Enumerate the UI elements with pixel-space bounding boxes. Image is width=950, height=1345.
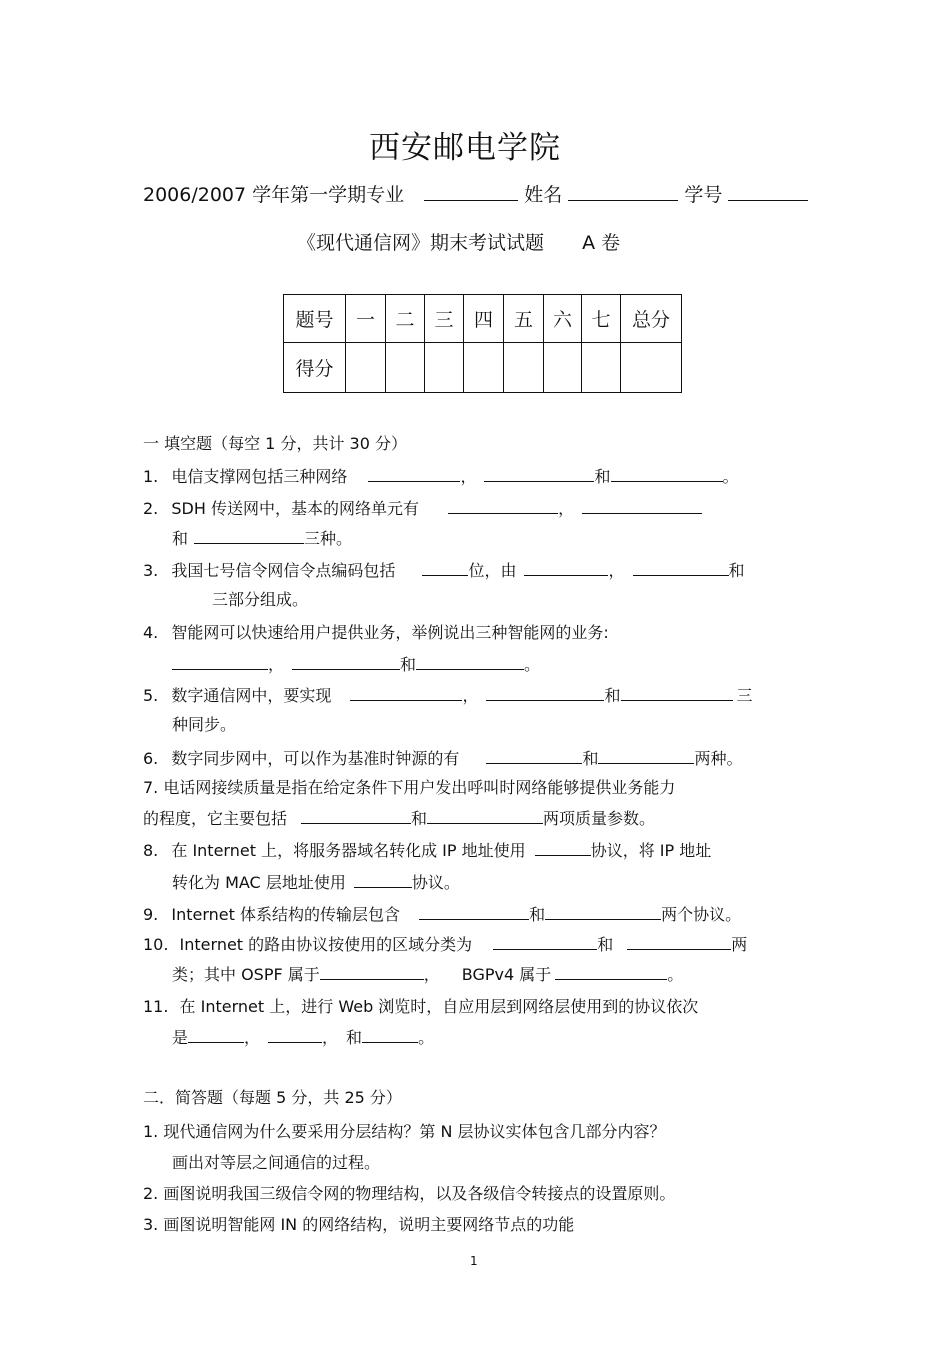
punctuation: ， bbox=[558, 499, 575, 518]
question-7-line2 bbox=[143, 805, 655, 829]
question-10-line2 bbox=[172, 961, 683, 985]
punctuation: 。 bbox=[667, 965, 684, 984]
short-question-1-line2: 画出对等层之间通信的过程。 bbox=[172, 1153, 381, 1172]
question-text: 数字同步网中，可以作为基准时钟源的有 bbox=[171, 749, 460, 768]
answer-blank bbox=[555, 961, 667, 980]
student-id-blank bbox=[728, 182, 808, 201]
question-4-line1 bbox=[143, 620, 609, 643]
score-blank bbox=[346, 343, 386, 393]
punctuation: ， bbox=[268, 655, 285, 674]
score-blank bbox=[504, 343, 544, 393]
answer-blank bbox=[419, 901, 529, 920]
question-number: 8. bbox=[143, 841, 159, 860]
question-8-line1 bbox=[143, 837, 711, 861]
short-question-2: 2. 画图说明我国三级信令网的物理结构，以及各级信令转接点的设置原则。 bbox=[143, 1184, 676, 1203]
answer-blank bbox=[188, 1024, 244, 1043]
question-number: 5. bbox=[143, 686, 159, 705]
question-text: 类；其中 OSPF 属于 bbox=[172, 965, 320, 984]
question-4-line2 bbox=[172, 651, 540, 675]
question-number: 6. bbox=[143, 749, 159, 768]
question-text: 数字通信网中，要实现 bbox=[171, 686, 332, 705]
exam-title: 西安邮电学院 bbox=[369, 130, 561, 166]
question-text: BGPv4 属于 bbox=[461, 965, 552, 984]
punctuation: ， bbox=[460, 467, 477, 486]
answer-blank bbox=[427, 805, 543, 824]
question-5-line2: 种同步。 bbox=[172, 715, 237, 734]
question-text: 两 bbox=[731, 935, 748, 954]
question-text: 三种。 bbox=[304, 529, 353, 548]
name-label: 姓名 bbox=[524, 184, 563, 206]
answer-blank bbox=[292, 651, 400, 670]
connector-text: 和 bbox=[594, 467, 611, 486]
score-row-label: 得分 bbox=[284, 343, 346, 393]
question-text: 三 bbox=[736, 686, 753, 705]
exam-subtitle: 《现代通信网》期末考试试题 bbox=[297, 232, 545, 254]
exam-subtitle-line bbox=[297, 228, 620, 255]
section2-heading: 二．简答题（每题 5 分，共 25 分） bbox=[143, 1088, 402, 1107]
question-text: 的程度，它主要包括 bbox=[143, 809, 288, 828]
answer-blank bbox=[416, 651, 524, 670]
major-blank bbox=[424, 182, 518, 201]
answer-blank bbox=[582, 495, 702, 514]
question-number: 3. bbox=[143, 561, 159, 580]
question-number: 10. bbox=[143, 935, 169, 954]
student-id-label: 学号 bbox=[684, 184, 723, 206]
answer-blank bbox=[486, 745, 582, 764]
answer-blank bbox=[320, 961, 424, 980]
answer-blank bbox=[545, 901, 661, 920]
question-text: 两个协议。 bbox=[661, 905, 742, 924]
question-text: Internet 的路由协议按使用的区域分类为 bbox=[179, 935, 473, 954]
punctuation: ， bbox=[462, 686, 479, 705]
connector-text: 和 bbox=[172, 529, 189, 548]
question-text: SDH 传送网中，基本的网络单元有 bbox=[171, 499, 419, 518]
question-7-line1: 7. 电话网接续质量是指在给定条件下用户发出呼叫时网络能够提供业务能力 bbox=[143, 778, 676, 797]
question-number: 11. bbox=[143, 997, 169, 1016]
answer-blank bbox=[350, 682, 462, 701]
score-blank bbox=[464, 343, 504, 393]
question-9 bbox=[143, 901, 741, 925]
punctuation: 。 bbox=[524, 655, 541, 674]
exam-header-line bbox=[143, 180, 808, 207]
score-table-header-row bbox=[284, 295, 682, 343]
question-number: 9. bbox=[143, 905, 159, 924]
question-11-line2 bbox=[172, 1024, 434, 1048]
question-text: Internet 体系结构的传输层包含 bbox=[171, 905, 400, 924]
score-blank bbox=[425, 343, 464, 393]
question-text: 我国七号信令网信令点编码包括 bbox=[171, 561, 396, 580]
question-2-line1 bbox=[143, 495, 702, 519]
question-text: 位，由 bbox=[468, 561, 517, 580]
answer-blank bbox=[172, 651, 268, 670]
section1-heading: 一 填空题（每空 1 分，共计 30 分） bbox=[143, 434, 407, 453]
answer-blank bbox=[621, 682, 733, 701]
question-text: 智能网可以快速给用户提供业务，举例说出三种智能网的业务: bbox=[171, 623, 609, 642]
answer-blank bbox=[627, 931, 731, 950]
answer-blank bbox=[422, 557, 468, 576]
score-cell-q5: 五 bbox=[504, 295, 544, 343]
score-table-score-row bbox=[284, 343, 682, 393]
question-6 bbox=[143, 745, 743, 769]
score-cell-q6: 六 bbox=[544, 295, 582, 343]
question-1 bbox=[143, 463, 739, 487]
connector-text: 和 bbox=[400, 655, 417, 674]
question-10-line1 bbox=[143, 931, 747, 955]
punctuation: ， bbox=[322, 1028, 339, 1047]
score-cell-q7: 七 bbox=[582, 295, 621, 343]
answer-blank bbox=[493, 931, 597, 950]
answer-blank bbox=[362, 1024, 418, 1043]
question-11-line1 bbox=[143, 994, 698, 1017]
score-blank bbox=[582, 343, 621, 393]
score-cell-q3: 三 bbox=[425, 295, 464, 343]
answer-blank bbox=[448, 495, 558, 514]
question-2-line2 bbox=[172, 525, 352, 549]
score-blank bbox=[386, 343, 425, 393]
answer-blank bbox=[354, 869, 412, 888]
question-8-line2 bbox=[172, 869, 460, 893]
score-cell-q2: 二 bbox=[386, 295, 425, 343]
punctuation: ， bbox=[608, 561, 625, 580]
answer-blank bbox=[368, 463, 460, 482]
question-text: 两种。 bbox=[694, 749, 743, 768]
question-text: 在 Internet 上，进行 Web 浏览时，自应用层到网络层使用到的协议依次 bbox=[179, 997, 699, 1016]
question-text: 协议。 bbox=[411, 873, 460, 892]
question-number: 4. bbox=[143, 623, 159, 642]
connector-text: 和 bbox=[728, 561, 745, 580]
answer-blank bbox=[598, 745, 694, 764]
connector-text: 和 bbox=[411, 809, 428, 828]
answer-blank bbox=[268, 1024, 322, 1043]
question-text: 电信支撑网包括三种网络 bbox=[171, 467, 348, 486]
question-number: 1. bbox=[143, 467, 159, 486]
score-cell-label: 题号 bbox=[284, 295, 346, 343]
year-major-label: 2006/2007 学年第一学期专业 bbox=[143, 184, 405, 206]
answer-blank bbox=[486, 682, 604, 701]
answer-blank bbox=[194, 525, 304, 544]
paper-label: A 卷 bbox=[582, 232, 621, 254]
score-cell-q1: 一 bbox=[346, 295, 386, 343]
question-text: 在 Internet 上，将服务器域名转化成 IP 地址使用 bbox=[171, 841, 526, 860]
question-text: 两项质量参数。 bbox=[543, 809, 656, 828]
short-question-1-line1: 1. 现代通信网为什么要采用分层结构？第 N 层协议实体包含几部分内容？ bbox=[143, 1122, 666, 1141]
connector-text: 和 bbox=[346, 1028, 363, 1047]
question-number: 2. bbox=[143, 499, 159, 518]
connector-text: 和 bbox=[597, 935, 614, 954]
question-3-line1 bbox=[143, 557, 745, 581]
page-number: 1 bbox=[470, 1254, 478, 1268]
answer-blank bbox=[633, 557, 729, 576]
name-blank bbox=[568, 182, 678, 201]
answer-blank bbox=[611, 463, 723, 482]
punctuation: 。 bbox=[722, 467, 739, 486]
short-question-3: 3. 画图说明智能网 IN 的网络结构，说明主要网络节点的功能 bbox=[143, 1215, 575, 1234]
answer-blank bbox=[535, 837, 591, 856]
question-text: 转化为 MAC 层地址使用 bbox=[172, 873, 346, 892]
question-text: 是 bbox=[172, 1028, 189, 1047]
connector-text: 和 bbox=[604, 686, 621, 705]
question-3-line2: 三部分组成。 bbox=[212, 590, 309, 609]
connector-text: 和 bbox=[582, 749, 599, 768]
score-blank bbox=[621, 343, 682, 393]
connector-text: 和 bbox=[529, 905, 546, 924]
question-5-line1 bbox=[143, 682, 753, 706]
punctuation: ， bbox=[423, 965, 440, 984]
question-text: 协议，将 IP 地址 bbox=[590, 841, 712, 860]
score-cell-total: 总分 bbox=[621, 295, 682, 343]
score-table bbox=[283, 294, 682, 393]
score-cell-q4: 四 bbox=[464, 295, 504, 343]
punctuation: ， bbox=[244, 1028, 261, 1047]
answer-blank bbox=[524, 557, 608, 576]
score-blank bbox=[544, 343, 582, 393]
answer-blank bbox=[301, 805, 411, 824]
punctuation: 。 bbox=[418, 1028, 435, 1047]
answer-blank bbox=[484, 463, 594, 482]
